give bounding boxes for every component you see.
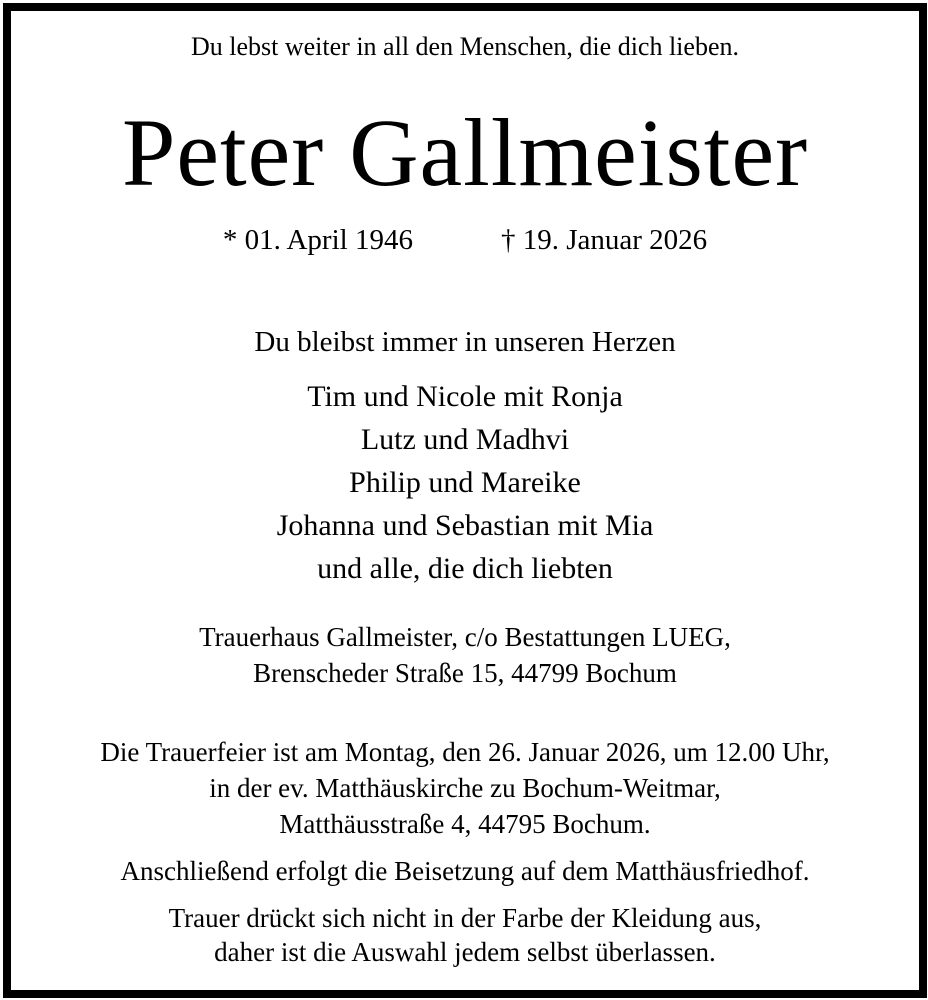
funeral-home-line: Trauerhaus Gallmeister, c/o Bestattungen LUEG,: [199, 622, 731, 652]
obituary-notice-frame: [3, 3, 927, 998]
funeral-home-address: [11, 619, 919, 691]
death-date: † 19. Januar 2026: [500, 224, 708, 256]
dress-code-note: [11, 901, 919, 969]
epigraph-text: Du lebst weiter in all den Menschen, die dich lieben.: [190, 32, 739, 61]
funeral-home-line: Brenscheder Straße 15, 44799 Bochum: [253, 658, 677, 688]
life-dates: [11, 222, 919, 258]
service-line: in der ev. Matthäuskirche zu Bochum-Weitmar,: [209, 773, 721, 803]
burial-line: Anschließend erfolgt die Beisetzung auf dem Matthäusfriedhof.: [120, 856, 810, 886]
birth-date: * 01. April 1946: [222, 224, 413, 256]
mourner-line: Tim und Nicole mit Ronja: [307, 380, 623, 413]
service-line: Die Trauerfeier ist am Montag, den 26. Januar 2026, um 12.00 Uhr,: [100, 737, 830, 767]
deceased-name: Peter Gallmeister: [121, 99, 809, 206]
service-details: [11, 734, 919, 842]
mourner-line: Lutz und Madhvi: [360, 423, 570, 456]
mourner-line: Philip und Mareike: [349, 466, 581, 499]
mourners-list: [11, 375, 919, 590]
mourner-line: und alle, die dich liebten: [317, 552, 613, 585]
service-line: Matthäusstraße 4, 44795 Bochum.: [279, 809, 651, 839]
dress-code-line: daher ist die Auswahl jedem selbst überlassen.: [214, 937, 716, 967]
dress-code-line: Trauer drückt sich nicht in der Farbe der Kleidung aus,: [168, 903, 762, 933]
hearts-line: Du bleibst immer in unseren Herzen: [254, 326, 676, 358]
mourner-line: Johanna und Sebastian mit Mia: [276, 509, 654, 542]
